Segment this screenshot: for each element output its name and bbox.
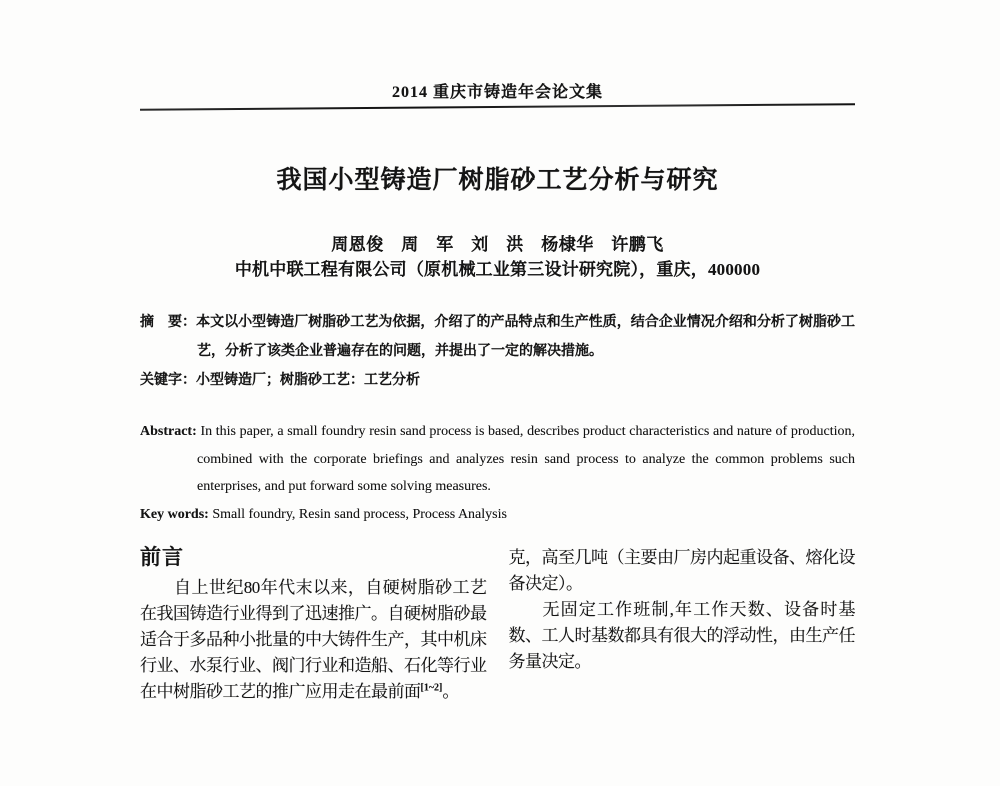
right-column [509,545,856,705]
left-column [140,545,487,705]
left-paragraph-1-text: 自上世纪80年代末以来，自硬树脂砂工艺在我国铸造行业得到了迅速推广。自硬树脂砂最适合于多品种小批量的中大铸件生产，其中机床行业、水泵行业、阀门行业和造船、石化等行业在中树脂砂工艺的推广应用走在最前面 [140,578,487,701]
keywords-en [140,501,855,529]
left-paragraph-1 [140,575,487,705]
abstract-cn-text: 本文以小型铸造厂树脂砂工艺为依据，介绍了的产品特点和生产性质，结合企业情况介绍和分析了树脂砂工艺，分析了该类企业普遍存在的问题，并提出了一定的解决措施。 [196,313,856,358]
keywords-en-label: Key words: [140,506,209,522]
left-paragraph-1-tail: 。 [442,682,459,701]
keywords-cn [140,365,855,394]
keywords-cn-label: 关键字： [140,371,196,387]
english-meta-block [140,418,855,528]
keywords-en-text: Small foundry, Resin sand process, Process Analysis [212,506,507,522]
citation-ref: [1~2] [420,682,443,694]
right-paragraph-1: 克，高至几吨（主要由厂房内起重设备、熔化设备决定）。 [508,548,855,593]
running-header: 2014 重庆市铸造年会论文集 [391,84,603,101]
section-heading-foreword: 前言 [140,546,184,569]
authors-line: 周恩俊 周 军 刘 洪 杨棣华 许鹏飞 [331,235,664,254]
right-paragraph-2: 无固定工作班制,年工作天数、设备时基数、工人时基数都具有很大的浮动性，由生产任务量决定。 [508,600,855,671]
paper-page [0,83,1000,786]
keywords-cn-text: 小型铸造厂；树脂砂工艺：工艺分析 [196,371,420,387]
abstract-en [140,418,855,501]
chinese-meta-block [140,307,855,394]
abstract-cn [140,307,855,365]
abstract-cn-label: 摘 要： [140,313,197,329]
body-columns [140,545,855,705]
paper-title: 我国小型铸造厂树脂砂工艺分析与研究 [276,166,719,194]
abstract-en-label: Abstract: [140,424,197,439]
abstract-en-text: In this paper, a small foundry resin sand process is based, describes product characteristics and nature of production, combined with the corporate briefings and analyzes resin sand process to analyze the common problems such enterprises, and put forward some solving measures. [197,424,856,494]
affiliation-line: 中机中联工程有限公司（原机械工业第三设计研究院），重庆，400000 [234,260,761,279]
header-rule [140,103,855,111]
